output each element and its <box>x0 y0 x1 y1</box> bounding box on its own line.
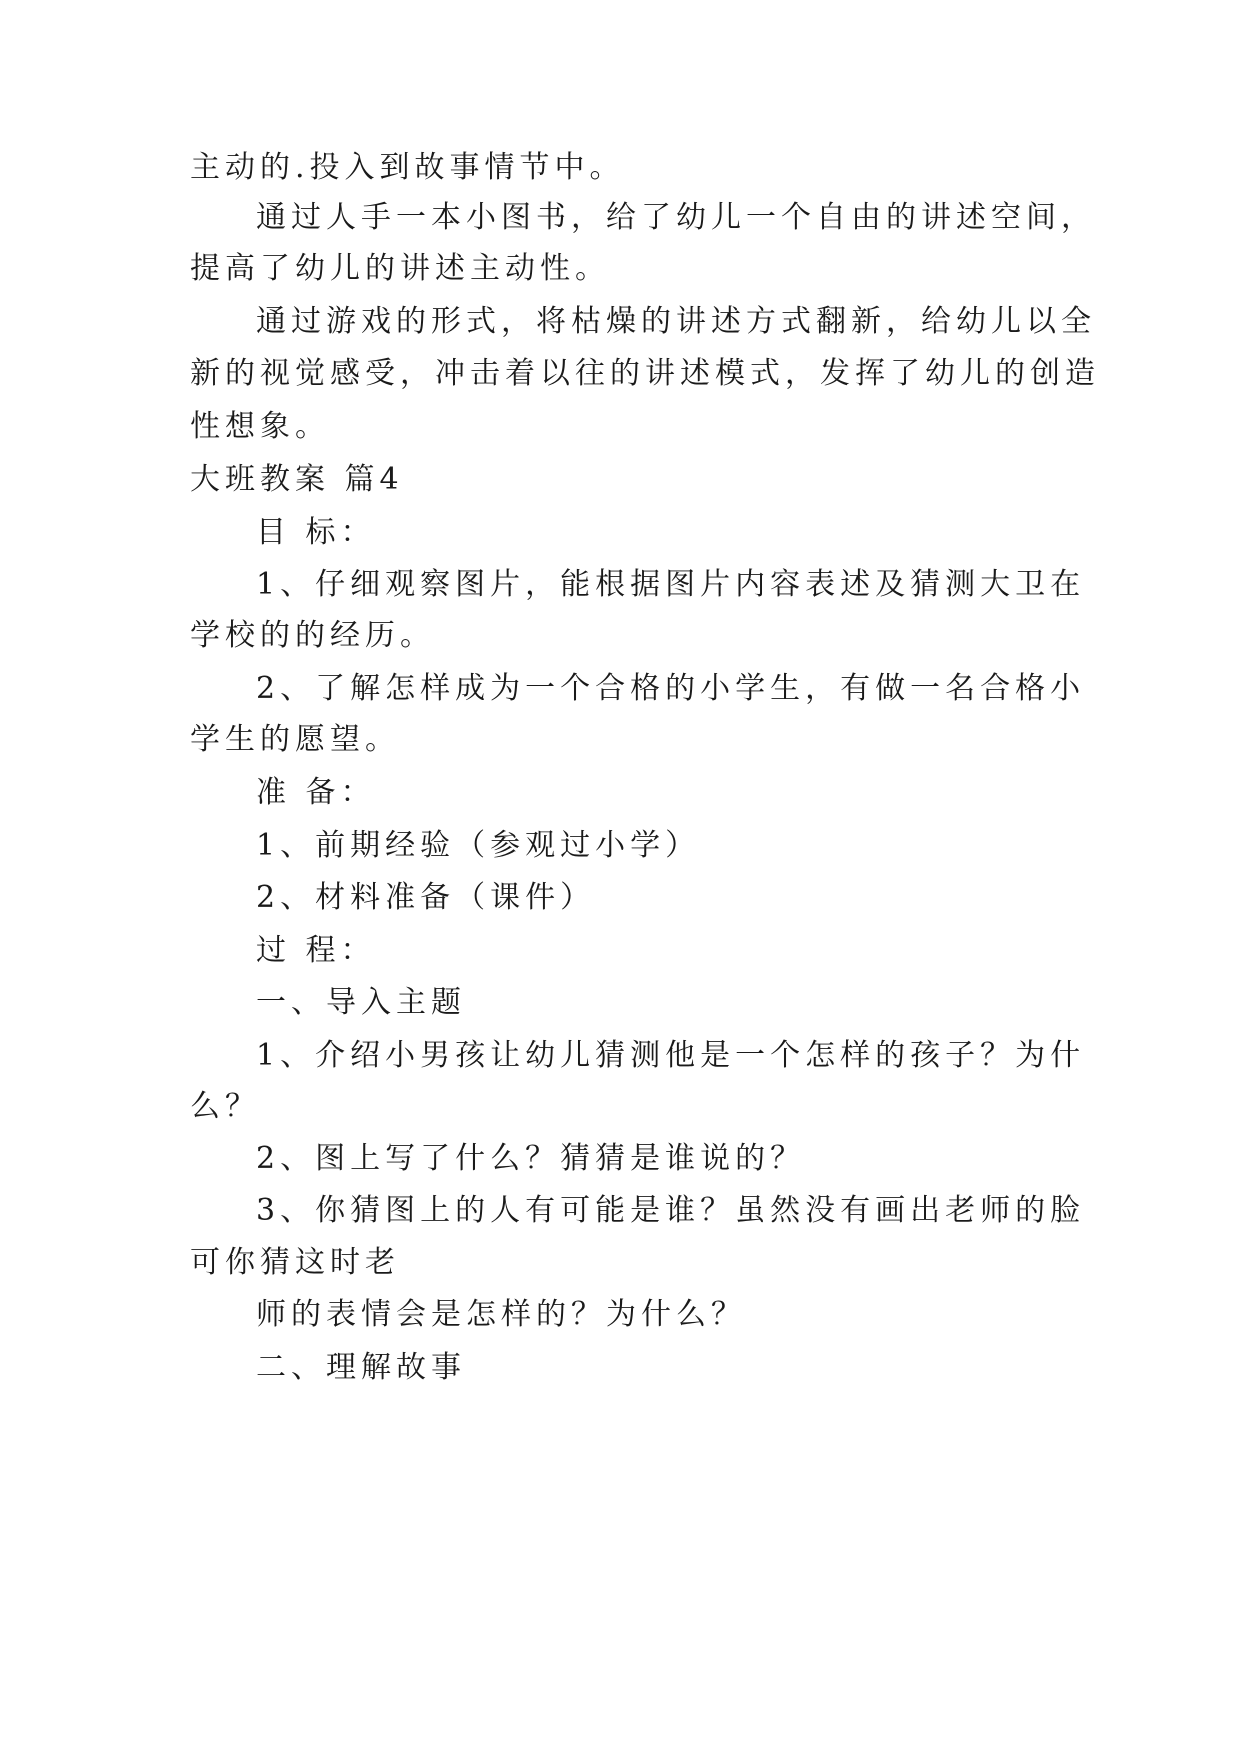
text-line: 师的表情会是怎样的？为什么？ <box>256 1297 746 1332</box>
text-line: 准 备： <box>256 775 376 810</box>
text-line: 过 程： <box>256 933 376 968</box>
text-line: 性想象。 <box>190 409 330 444</box>
text-line: 目 标： <box>256 515 376 550</box>
text-line: 二、理解故事 <box>256 1350 466 1385</box>
text-line: 一、导入主题 <box>256 985 466 1020</box>
text-line: 1、前期经验（参观过小学） <box>256 828 701 863</box>
text-line: 2、了解怎样成为一个合格的小学生，有做一名合格小 <box>256 671 1086 706</box>
text-line: 新的视觉感受，冲击着以往的讲述模式，发挥了幼儿的创造 <box>190 356 1100 391</box>
text-line: 提高了幼儿的讲述主动性。 <box>190 251 610 286</box>
text-line: 1、介绍小男孩让幼儿猜测他是一个怎样的孩子？为什 <box>256 1038 1086 1073</box>
text-line: 通过游戏的形式，将枯燥的讲述方式翻新，给幼儿以全 <box>256 304 1096 339</box>
text-line: 1、仔细观察图片，能根据图片内容表述及猜测大卫在 <box>256 567 1086 602</box>
text-line: 可你猜这时老 <box>190 1245 400 1280</box>
text-line: 2、图上写了什么？猜猜是谁说的？ <box>256 1141 806 1176</box>
text-line: 么？ <box>190 1089 260 1124</box>
text-line: 通过人手一本小图书，给了幼儿一个自由的讲述空间， <box>256 200 1096 235</box>
section-heading: 大班教案 篇4 <box>190 462 404 497</box>
text-line: 主动的.投入到故事情节中。 <box>190 150 625 185</box>
text-line: 学校的的经历。 <box>190 618 435 653</box>
text-line: 学生的愿望。 <box>190 722 400 757</box>
text-line: 3、你猜图上的人有可能是谁？虽然没有画出老师的脸 <box>256 1193 1086 1228</box>
text-line: 2、材料准备（课件） <box>256 880 596 915</box>
